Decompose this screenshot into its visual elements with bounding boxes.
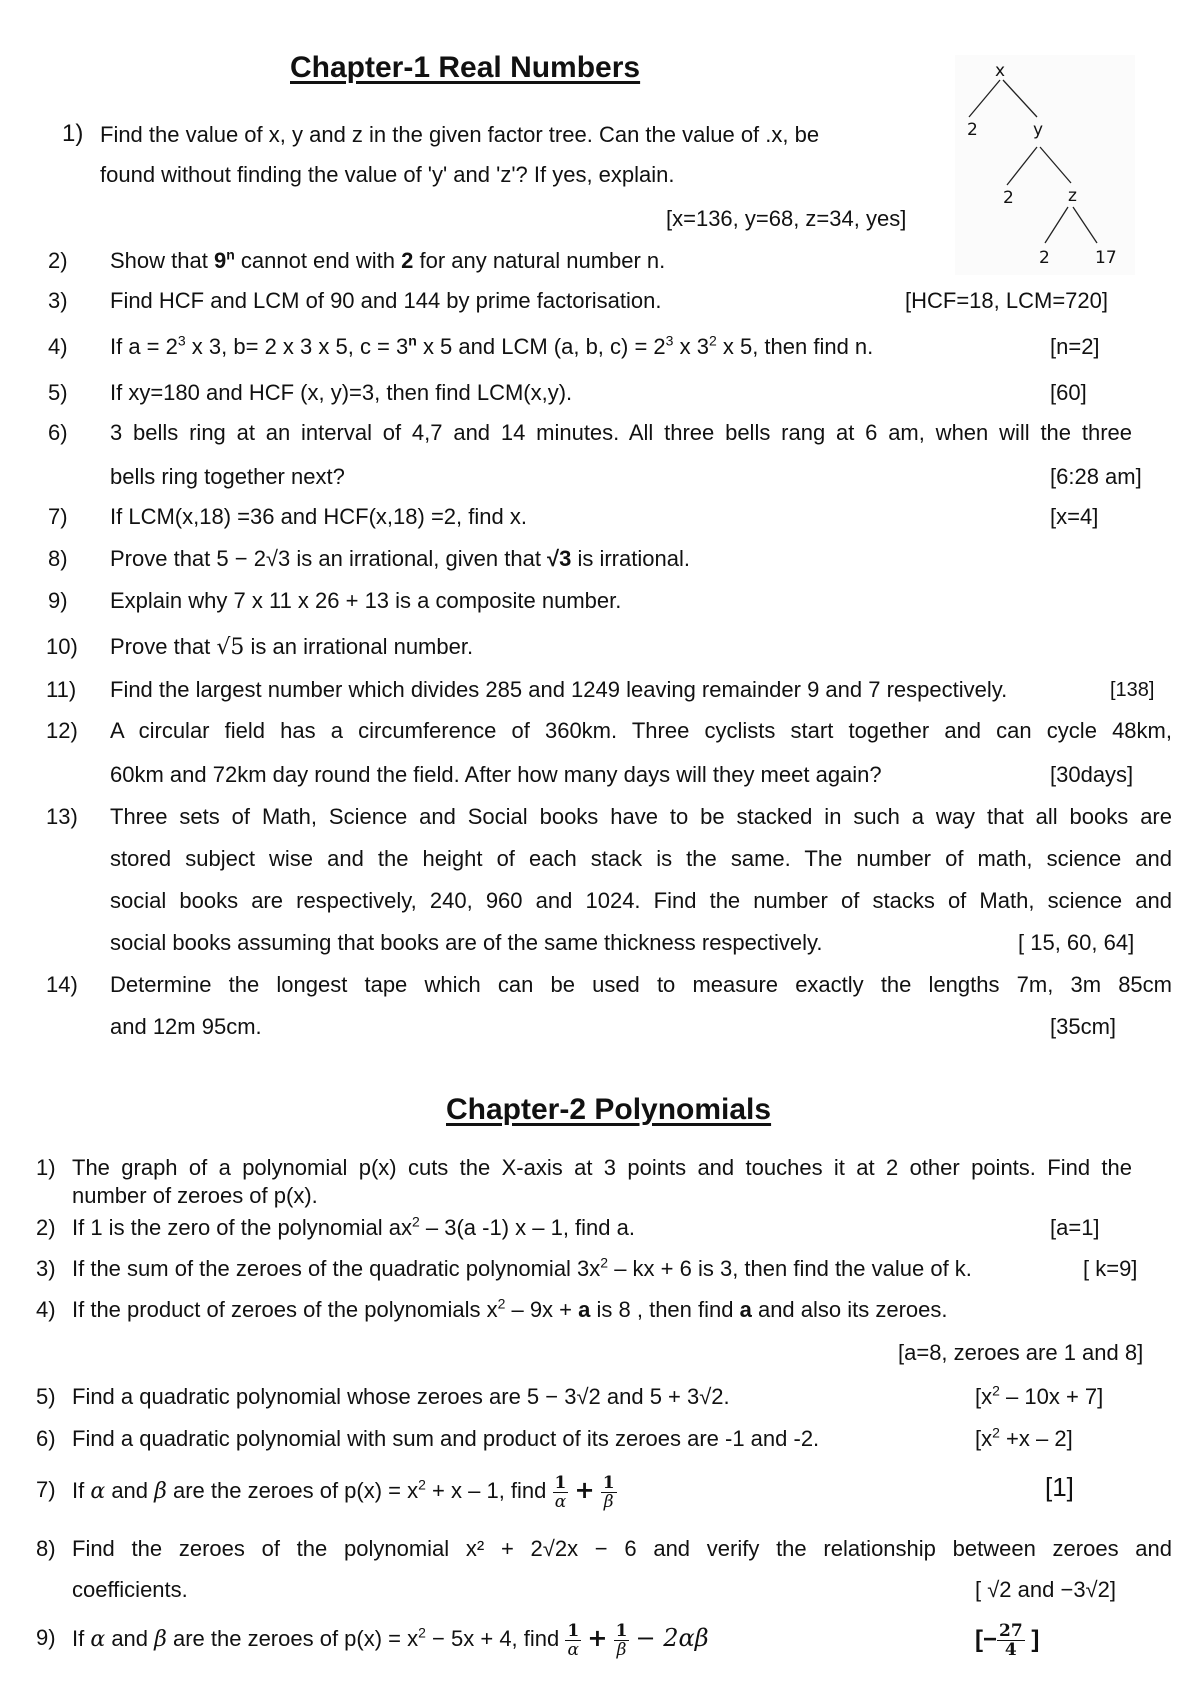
ch2-q3-text: If the sum of the zeroes of the quadratic polynomial $3x^2$ – kx + 6 is 3, then find the value of k. (72, 1254, 972, 1281)
ch1-q1-line1: Find the value of x, y and z in the given factor tree. Can the value of .x, be (100, 122, 820, 147)
ch1-q1-line2: found without finding the value of 'y' and 'z'? If yes, explain. (100, 162, 675, 187)
ch1-q2-text: Show that 9$^n$ cannot end with 2 for any natural number n. (110, 246, 666, 273)
chapter-2-title: Chapter-2 Polynomials (446, 1093, 772, 1126)
ch2-q1-line1: The graph of a polynomial p(x) cuts the X-axis at 3 points and touches it at 2 other points. Find the (72, 1155, 1132, 1180)
ch1-q6-answer: [6:28 am] (1050, 464, 1142, 489)
ch2-q8-line1: Find the zeroes of the polynomial x² + 2√2x − 6 and verify the relationship between zeroes and (72, 1536, 1172, 1561)
ch1-q14-number: 14) (46, 972, 78, 997)
ch1-q9-text: Explain why 7 x 11 x 26 + 13 is a composite number. (110, 588, 622, 613)
ch1-q14-line1: Determine the longest tape which can be used to measure exactly the lengths 7m, 3m 85cm (110, 972, 1172, 997)
ch2-q5-number: 5) (36, 1384, 56, 1409)
ch1-q13-line4: social books assuming that books are of the same thickness respectively. (110, 930, 823, 955)
ch1-q13-line2: stored subject wise and the height of each stack is the same. The number of math, science and (110, 846, 1172, 871)
tree-node-z: z (1068, 186, 1077, 206)
ch1-q12-answer: [30days] (1050, 762, 1134, 787)
ch2-q9-number: 9) (36, 1625, 56, 1650)
ch2-q1-line2: number of zeroes of p(x). (72, 1183, 318, 1208)
ch2-q6-number: 6) (36, 1426, 56, 1451)
ch2-q4-text: If the product of zeroes of the polynomials $x^2 - 9x + a$ is 8 , then find a and also its zeroes. (72, 1295, 948, 1322)
ch2-q8-line2: coefficients. (72, 1577, 188, 1602)
fraction-1-over-beta: $\frac{1}{\beta}$ (615, 1620, 628, 1660)
ch1-q7-text: If LCM(x,18) =36 and HCF(x,18) =2, find x. (110, 504, 527, 529)
ch1-q13-line3: social books are respectively, 240, 960 and 1024. Find the number of stacks of Math, science and (110, 888, 1172, 913)
ch2-q9-answer: [− $\frac{27}{4}$ ] (975, 1621, 1040, 1661)
ch2-q8-number: 8) (36, 1536, 56, 1561)
ch2-q1-number: 1) (36, 1155, 56, 1180)
ch2-q4-number: 4) (36, 1297, 56, 1322)
tree-node-y: y (1033, 120, 1044, 140)
ch2-q8-answer: [ √2 and −3√2] (975, 1577, 1116, 1602)
ch1-q12-line1: A circular field has a circumference of 360km. Three cyclists start together and can cycle 48km, (110, 718, 1172, 743)
fraction-1-over-alpha: $\frac{1}{\alpha}$ (554, 1472, 567, 1512)
ch2-q2-number: 2) (36, 1215, 56, 1240)
ch1-q3-number: 3) (48, 288, 68, 313)
ch2-q2-answer: [a=1] (1050, 1215, 1100, 1240)
ch1-q14-line2: and 12m 95cm. (110, 1014, 262, 1039)
ch1-q5-answer: [60] (1050, 380, 1087, 405)
tree-node-2a: 2 (967, 120, 978, 140)
ch2-q7-text: If α and β are the zeroes of $p(x) = x^2 + x - 1$, find $\frac{1}{\alpha}$ + $\frac{1}{\beta}$ (72, 1472, 615, 1512)
factor-tree-lines (955, 55, 1135, 275)
ch1-q1-number: 1) (62, 120, 84, 147)
ch1-q10-text: Prove that √5 is an irrational number. (110, 634, 474, 660)
chapter-1-title: Chapter-1 Real Numbers (290, 51, 641, 84)
ch2-q2-text: If 1 is the zero of the polynomial $ax^2 - 3(a$ -1) x – 1, find a. (72, 1213, 635, 1240)
ch1-q14-answer: [35cm] (1050, 1014, 1117, 1039)
fraction-1-over-alpha: $\frac{1}{\alpha}$ (567, 1620, 580, 1660)
ch1-q5-text: If xy=180 and HCF (x, y)=3, then find LCM(x,y). (110, 380, 573, 405)
ch2-q4-answer: [a=8, zeroes are 1 and 8] (898, 1340, 1144, 1365)
ch2-q7-answer: [1] (1045, 1472, 1074, 1502)
tree-node-x: x (995, 61, 1006, 81)
ch1-q12-line2: 60km and 72km day round the field. After how many days will they meet again? (110, 762, 882, 787)
factor-tree (955, 55, 1135, 275)
ch1-q11-answer: [138] (1110, 679, 1155, 701)
ch2-q6-text: Find a quadratic polynomial with sum and product of its zeroes are -1 and -2. (72, 1426, 820, 1451)
ch1-q7-number: 7) (48, 504, 68, 529)
ch2-q9-text: If α and β are the zeroes of $p(x) = x^2 - 5x + 4$, find $\frac{1}{\alpha}$ + $\frac{1}{\beta}$ − 2αβ (72, 1620, 709, 1660)
ch2-q3-number: 3) (36, 1256, 56, 1281)
ch1-q3-text: Find HCF and LCM of 90 and 144 by prime factorisation. (110, 288, 662, 313)
ch1-q3-answer: [HCF=18, LCM=720] (905, 288, 1108, 313)
fraction-1-over-beta: $\frac{1}{\beta}$ (602, 1472, 615, 1512)
ch1-q13-number: 13) (46, 804, 78, 829)
ch1-q6-number: 6) (48, 420, 68, 445)
ch2-q3-answer: [ k=9] (1083, 1256, 1138, 1281)
ch1-q6-line2: bells ring together next? (110, 464, 345, 489)
ch1-q6-line1: 3 bells ring at an interval of 4,7 and 14 minutes. All three bells rang at 6 am, when will the three (110, 420, 1132, 445)
tree-node-2b: 2 (1003, 188, 1014, 208)
ch1-q4-text: If $a = 2^3$ x 3, b= 2 x 3 x 5, $c = 3^n$ x 5 and LCM (a, b, $c) = 2^3$ x $3^2$ x 5, then find n. (110, 332, 874, 359)
ch1-q1-answer: [x=136, y=68, z=34, yes] (666, 206, 907, 231)
ch1-q4-answer: [n=2] (1050, 334, 1100, 359)
ch2-q7-number: 7) (36, 1477, 56, 1502)
ch1-q13-line1: Three sets of Math, Science and Social books have to be stacked in such a way that all books are (110, 804, 1172, 829)
ch1-q8-number: 8) (48, 546, 68, 571)
tree-node-2c: 2 (1039, 248, 1050, 268)
ch1-q5-number: 5) (48, 380, 68, 405)
ch1-q9-number: 9) (48, 588, 68, 613)
ch1-q12-number: 12) (46, 718, 78, 743)
ch1-q11-number: 11) (46, 677, 77, 702)
ch2-q5-answer: $[x^2 - 10x + 7]$ (975, 1382, 1104, 1409)
ch1-q4-number: 4) (48, 334, 68, 359)
fraction-27-over-4: $\frac{27}{4}$ (999, 1621, 1023, 1661)
ch1-q8-text: Prove that 5 − 2√3 is an irrational, given that √3 is irrational. (110, 546, 690, 571)
ch1-q13-answer: [ 15, 60, 64] (1018, 930, 1135, 955)
ch2-q6-answer: $[x^2 +x - 2]$ (975, 1424, 1073, 1451)
ch1-q2-number: 2) (48, 248, 68, 273)
ch2-q5-text: Find a quadratic polynomial whose zeroes are 5 − 3√2 and 5 + 3√2. (72, 1384, 730, 1409)
ch1-q10-number: 10) (46, 634, 78, 659)
tree-node-17: 17 (1095, 248, 1117, 268)
ch1-q7-answer: [x=4] (1050, 504, 1099, 529)
ch1-q11-text: Find the largest number which divides 285 and 1249 leaving remainder 9 and 7 respectively. (110, 677, 1008, 702)
